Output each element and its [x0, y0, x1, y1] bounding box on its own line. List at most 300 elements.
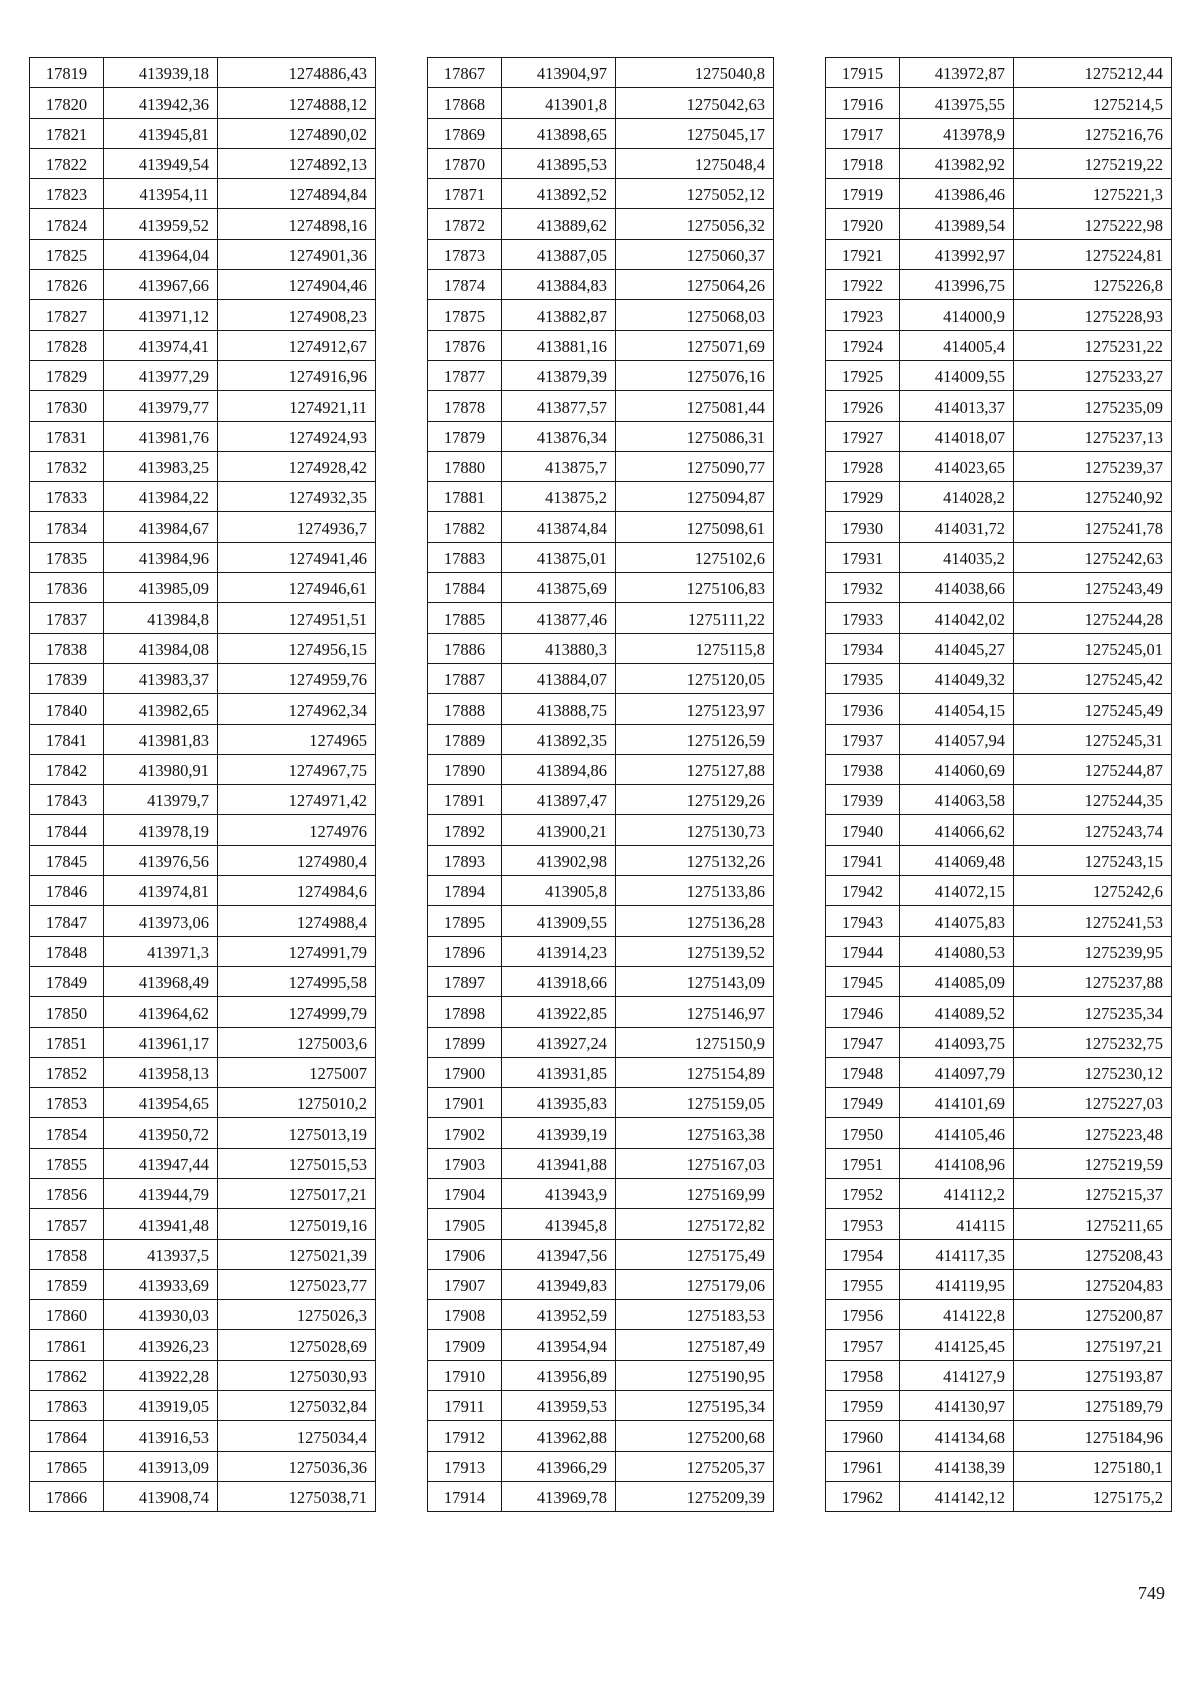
x-coordinate-cell: 413892,52 [502, 179, 616, 209]
coordinate-table-body [826, 58, 1172, 1512]
point-number-cell: 17866 [30, 1481, 104, 1511]
point-number-cell: 17885 [428, 603, 502, 633]
point-number-cell: 17869 [428, 118, 502, 148]
table-row [30, 239, 376, 269]
x-coordinate-cell: 413884,07 [502, 663, 616, 693]
y-coordinate-cell: 1275127,88 [616, 754, 774, 784]
y-coordinate-cell: 1275036,36 [218, 1451, 376, 1481]
point-number-cell: 17929 [826, 482, 900, 512]
x-coordinate-cell: 413947,56 [502, 1239, 616, 1269]
table-row [428, 1209, 774, 1239]
x-coordinate-cell: 413949,83 [502, 1269, 616, 1299]
y-coordinate-cell: 1275227,03 [1014, 1088, 1172, 1118]
point-number-cell: 17915 [826, 58, 900, 88]
point-number-cell: 17888 [428, 694, 502, 724]
y-coordinate-cell: 1275068,03 [616, 300, 774, 330]
point-number-cell: 17962 [826, 1481, 900, 1511]
table-row [30, 1148, 376, 1178]
table-row [30, 1330, 376, 1360]
point-number-cell: 17936 [826, 694, 900, 724]
point-number-cell: 17925 [826, 360, 900, 390]
point-number-cell: 17886 [428, 633, 502, 663]
table-row [428, 966, 774, 996]
table-row [428, 754, 774, 784]
table-row [428, 876, 774, 906]
x-coordinate-cell: 413898,65 [502, 118, 616, 148]
x-coordinate-cell: 414122,8 [900, 1300, 1014, 1330]
point-number-cell: 17946 [826, 997, 900, 1027]
y-coordinate-cell: 1275222,98 [1014, 209, 1172, 239]
y-coordinate-cell: 1275237,13 [1014, 421, 1172, 451]
table-row [826, 997, 1172, 1027]
y-coordinate-cell: 1274892,13 [218, 148, 376, 178]
point-number-cell: 17824 [30, 209, 104, 239]
table-row [428, 1481, 774, 1511]
y-coordinate-cell: 1275111,22 [616, 603, 774, 633]
y-coordinate-cell: 1274980,4 [218, 845, 376, 875]
table-row [30, 300, 376, 330]
point-number-cell: 17840 [30, 694, 104, 724]
point-number-cell: 17891 [428, 785, 502, 815]
x-coordinate-cell: 413882,87 [502, 300, 616, 330]
y-coordinate-cell: 1275130,73 [616, 815, 774, 845]
point-number-cell: 17897 [428, 966, 502, 996]
table-row [428, 542, 774, 572]
x-coordinate-cell: 413908,74 [104, 1481, 218, 1511]
y-coordinate-cell: 1275193,87 [1014, 1360, 1172, 1390]
table-row [826, 785, 1172, 815]
y-coordinate-cell: 1275003,6 [218, 1027, 376, 1057]
point-number-cell: 17937 [826, 724, 900, 754]
x-coordinate-cell: 414042,02 [900, 603, 1014, 633]
table-row [428, 694, 774, 724]
table-row [826, 663, 1172, 693]
table-row [826, 1269, 1172, 1299]
table-row [428, 1088, 774, 1118]
table-row [826, 118, 1172, 148]
y-coordinate-cell: 1274888,12 [218, 88, 376, 118]
coordinate-table-3 [825, 57, 1172, 1512]
y-coordinate-cell: 1275034,4 [218, 1421, 376, 1451]
table-row [428, 1421, 774, 1451]
point-number-cell: 17923 [826, 300, 900, 330]
table-row [30, 785, 376, 815]
point-number-cell: 17872 [428, 209, 502, 239]
point-number-cell: 17875 [428, 300, 502, 330]
x-coordinate-cell: 414101,69 [900, 1088, 1014, 1118]
x-coordinate-cell: 414018,07 [900, 421, 1014, 451]
point-number-cell: 17950 [826, 1118, 900, 1148]
table-row [428, 1057, 774, 1087]
table-row [30, 1178, 376, 1208]
x-coordinate-cell: 414112,2 [900, 1178, 1014, 1208]
x-coordinate-cell: 414138,39 [900, 1451, 1014, 1481]
y-coordinate-cell: 1274936,7 [218, 512, 376, 542]
point-number-cell: 17861 [30, 1330, 104, 1360]
x-coordinate-cell: 414045,27 [900, 633, 1014, 663]
y-coordinate-cell: 1275187,49 [616, 1330, 774, 1360]
point-number-cell: 17945 [826, 966, 900, 996]
table-row [428, 906, 774, 936]
table-row [428, 1300, 774, 1330]
point-number-cell: 17930 [826, 512, 900, 542]
table-row [826, 1027, 1172, 1057]
point-number-cell: 17838 [30, 633, 104, 663]
point-number-cell: 17949 [826, 1088, 900, 1118]
table-row [826, 694, 1172, 724]
x-coordinate-cell: 413945,8 [502, 1209, 616, 1239]
point-number-cell: 17911 [428, 1391, 502, 1421]
x-coordinate-cell: 413875,69 [502, 573, 616, 603]
table-row [428, 1178, 774, 1208]
table-row [428, 88, 774, 118]
point-number-cell: 17864 [30, 1421, 104, 1451]
point-number-cell: 17877 [428, 360, 502, 390]
point-number-cell: 17883 [428, 542, 502, 572]
y-coordinate-cell: 1274967,75 [218, 754, 376, 784]
table-row [30, 330, 376, 360]
y-coordinate-cell: 1275184,96 [1014, 1421, 1172, 1451]
x-coordinate-cell: 413964,62 [104, 997, 218, 1027]
y-coordinate-cell: 1275216,76 [1014, 118, 1172, 148]
y-coordinate-cell: 1275154,89 [616, 1057, 774, 1087]
x-coordinate-cell: 413922,28 [104, 1360, 218, 1390]
x-coordinate-cell: 414105,46 [900, 1118, 1014, 1148]
y-coordinate-cell: 1275010,2 [218, 1088, 376, 1118]
x-coordinate-cell: 413941,48 [104, 1209, 218, 1239]
point-number-cell: 17820 [30, 88, 104, 118]
point-number-cell: 17938 [826, 754, 900, 784]
point-number-cell: 17916 [826, 88, 900, 118]
point-number-cell: 17868 [428, 88, 502, 118]
point-number-cell: 17828 [30, 330, 104, 360]
x-coordinate-cell: 413984,08 [104, 633, 218, 663]
point-number-cell: 17839 [30, 663, 104, 693]
y-coordinate-cell: 1274932,35 [218, 482, 376, 512]
table-row [826, 1239, 1172, 1269]
y-coordinate-cell: 1275017,21 [218, 1178, 376, 1208]
table-row [826, 482, 1172, 512]
table-row [826, 179, 1172, 209]
point-number-cell: 17826 [30, 270, 104, 300]
point-number-cell: 17896 [428, 936, 502, 966]
y-coordinate-cell: 1275076,16 [616, 360, 774, 390]
table-row [30, 179, 376, 209]
x-coordinate-cell: 413950,72 [104, 1118, 218, 1148]
y-coordinate-cell: 1275163,38 [616, 1118, 774, 1148]
y-coordinate-cell: 1275040,8 [616, 58, 774, 88]
table-row [428, 118, 774, 148]
y-coordinate-cell: 1275245,42 [1014, 663, 1172, 693]
y-coordinate-cell: 1275244,28 [1014, 603, 1172, 633]
table-row [30, 1057, 376, 1087]
table-row [428, 633, 774, 663]
y-coordinate-cell: 1274924,93 [218, 421, 376, 451]
table-row [30, 391, 376, 421]
x-coordinate-cell: 413971,12 [104, 300, 218, 330]
x-coordinate-cell: 413875,7 [502, 451, 616, 481]
coordinate-table-body [428, 58, 774, 1512]
point-number-cell: 17849 [30, 966, 104, 996]
y-coordinate-cell: 1274959,76 [218, 663, 376, 693]
point-number-cell: 17961 [826, 1451, 900, 1481]
point-number-cell: 17858 [30, 1239, 104, 1269]
y-coordinate-cell: 1274916,96 [218, 360, 376, 390]
point-number-cell: 17844 [30, 815, 104, 845]
y-coordinate-cell: 1275094,87 [616, 482, 774, 512]
point-number-cell: 17881 [428, 482, 502, 512]
point-number-cell: 17832 [30, 451, 104, 481]
point-number-cell: 17857 [30, 1209, 104, 1239]
point-number-cell: 17905 [428, 1209, 502, 1239]
x-coordinate-cell: 413978,9 [900, 118, 1014, 148]
point-number-cell: 17935 [826, 663, 900, 693]
table-row [826, 360, 1172, 390]
table-row [826, 936, 1172, 966]
y-coordinate-cell: 1275221,3 [1014, 179, 1172, 209]
y-coordinate-cell: 1275240,92 [1014, 482, 1172, 512]
point-number-cell: 17957 [826, 1330, 900, 1360]
y-coordinate-cell: 1275045,17 [616, 118, 774, 148]
y-coordinate-cell: 1274928,42 [218, 451, 376, 481]
y-coordinate-cell: 1275183,53 [616, 1300, 774, 1330]
y-coordinate-cell: 1275212,44 [1014, 58, 1172, 88]
table-row [826, 1148, 1172, 1178]
point-number-cell: 17903 [428, 1148, 502, 1178]
table-row [428, 391, 774, 421]
point-number-cell: 17855 [30, 1148, 104, 1178]
y-coordinate-cell: 1275215,37 [1014, 1178, 1172, 1208]
y-coordinate-cell: 1274956,15 [218, 633, 376, 663]
x-coordinate-cell: 413977,29 [104, 360, 218, 390]
y-coordinate-cell: 1275071,69 [616, 330, 774, 360]
table-row [428, 997, 774, 1027]
x-coordinate-cell: 413983,37 [104, 663, 218, 693]
y-coordinate-cell: 1275129,26 [616, 785, 774, 815]
x-coordinate-cell: 414097,79 [900, 1057, 1014, 1087]
point-number-cell: 17939 [826, 785, 900, 815]
x-coordinate-cell: 413895,53 [502, 148, 616, 178]
y-coordinate-cell: 1275086,31 [616, 421, 774, 451]
table-row [30, 997, 376, 1027]
point-number-cell: 17870 [428, 148, 502, 178]
table-row [30, 1118, 376, 1148]
y-coordinate-cell: 1275133,86 [616, 876, 774, 906]
table-row [428, 270, 774, 300]
x-coordinate-cell: 413974,81 [104, 876, 218, 906]
table-row [30, 876, 376, 906]
x-coordinate-cell: 414072,15 [900, 876, 1014, 906]
y-coordinate-cell: 1275226,8 [1014, 270, 1172, 300]
point-number-cell: 17876 [428, 330, 502, 360]
point-number-cell: 17924 [826, 330, 900, 360]
y-coordinate-cell: 1275195,34 [616, 1391, 774, 1421]
point-number-cell: 17831 [30, 421, 104, 451]
y-coordinate-cell: 1275120,05 [616, 663, 774, 693]
x-coordinate-cell: 414063,58 [900, 785, 1014, 815]
table-row [428, 936, 774, 966]
y-coordinate-cell: 1275242,6 [1014, 876, 1172, 906]
point-number-cell: 17899 [428, 1027, 502, 1057]
y-coordinate-cell: 1275209,39 [616, 1481, 774, 1511]
coordinate-table-body [30, 58, 376, 1512]
y-coordinate-cell: 1274995,58 [218, 966, 376, 996]
y-coordinate-cell: 1275106,83 [616, 573, 774, 603]
y-coordinate-cell: 1274904,46 [218, 270, 376, 300]
y-coordinate-cell: 1274890,02 [218, 118, 376, 148]
y-coordinate-cell: 1274894,84 [218, 179, 376, 209]
table-row [428, 724, 774, 754]
table-row [30, 1300, 376, 1330]
point-number-cell: 17951 [826, 1148, 900, 1178]
y-coordinate-cell: 1275028,69 [218, 1330, 376, 1360]
point-number-cell: 17821 [30, 118, 104, 148]
x-coordinate-cell: 413877,46 [502, 603, 616, 633]
x-coordinate-cell: 413944,79 [104, 1178, 218, 1208]
table-row [428, 1239, 774, 1269]
x-coordinate-cell: 413996,75 [900, 270, 1014, 300]
table-row [428, 300, 774, 330]
point-number-cell: 17912 [428, 1421, 502, 1451]
y-coordinate-cell: 1275190,95 [616, 1360, 774, 1390]
x-coordinate-cell: 414089,52 [900, 997, 1014, 1027]
y-coordinate-cell: 1275204,83 [1014, 1269, 1172, 1299]
point-number-cell: 17927 [826, 421, 900, 451]
x-coordinate-cell: 413979,7 [104, 785, 218, 815]
y-coordinate-cell: 1275172,82 [616, 1209, 774, 1239]
point-number-cell: 17822 [30, 148, 104, 178]
x-coordinate-cell: 413889,62 [502, 209, 616, 239]
table-row [428, 148, 774, 178]
y-coordinate-cell: 1274988,4 [218, 906, 376, 936]
table-row [428, 209, 774, 239]
x-coordinate-cell: 413913,09 [104, 1451, 218, 1481]
y-coordinate-cell: 1274921,11 [218, 391, 376, 421]
y-coordinate-cell: 1275007 [218, 1057, 376, 1087]
point-number-cell: 17836 [30, 573, 104, 603]
table-row [826, 1057, 1172, 1087]
x-coordinate-cell: 413992,97 [900, 239, 1014, 269]
x-coordinate-cell: 413939,18 [104, 58, 218, 88]
table-row [30, 88, 376, 118]
x-coordinate-cell: 414069,48 [900, 845, 1014, 875]
table-row [428, 330, 774, 360]
table-row [428, 1391, 774, 1421]
point-number-cell: 17843 [30, 785, 104, 815]
point-number-cell: 17934 [826, 633, 900, 663]
table-row [30, 1088, 376, 1118]
x-coordinate-cell: 413931,85 [502, 1057, 616, 1087]
y-coordinate-cell: 1275241,78 [1014, 512, 1172, 542]
y-coordinate-cell: 1275219,59 [1014, 1148, 1172, 1178]
y-coordinate-cell: 1275136,28 [616, 906, 774, 936]
x-coordinate-cell: 413974,41 [104, 330, 218, 360]
y-coordinate-cell: 1275115,8 [616, 633, 774, 663]
point-number-cell: 17892 [428, 815, 502, 845]
table-row [30, 209, 376, 239]
y-coordinate-cell: 1275239,95 [1014, 936, 1172, 966]
table-row [428, 360, 774, 390]
y-coordinate-cell: 1275052,12 [616, 179, 774, 209]
table-row [826, 1088, 1172, 1118]
x-coordinate-cell: 413894,86 [502, 754, 616, 784]
x-coordinate-cell: 414005,4 [900, 330, 1014, 360]
x-coordinate-cell: 413983,25 [104, 451, 218, 481]
x-coordinate-cell: 413967,66 [104, 270, 218, 300]
x-coordinate-cell: 413958,13 [104, 1057, 218, 1087]
table-row [428, 1118, 774, 1148]
table-row [30, 1391, 376, 1421]
y-coordinate-cell: 1275167,03 [616, 1148, 774, 1178]
x-coordinate-cell: 414031,72 [900, 512, 1014, 542]
x-coordinate-cell: 414060,69 [900, 754, 1014, 784]
y-coordinate-cell: 1275126,59 [616, 724, 774, 754]
point-number-cell: 17943 [826, 906, 900, 936]
x-coordinate-cell: 413972,87 [900, 58, 1014, 88]
y-coordinate-cell: 1275231,22 [1014, 330, 1172, 360]
x-coordinate-cell: 413933,69 [104, 1269, 218, 1299]
point-number-cell: 17919 [826, 179, 900, 209]
x-coordinate-cell: 413961,17 [104, 1027, 218, 1057]
point-number-cell: 17830 [30, 391, 104, 421]
x-coordinate-cell: 414013,37 [900, 391, 1014, 421]
y-coordinate-cell: 1275208,43 [1014, 1239, 1172, 1269]
y-coordinate-cell: 1275230,12 [1014, 1057, 1172, 1087]
x-coordinate-cell: 413984,67 [104, 512, 218, 542]
y-coordinate-cell: 1275245,01 [1014, 633, 1172, 663]
x-coordinate-cell: 413954,11 [104, 179, 218, 209]
point-number-cell: 17851 [30, 1027, 104, 1057]
point-number-cell: 17909 [428, 1330, 502, 1360]
y-coordinate-cell: 1275021,39 [218, 1239, 376, 1269]
point-number-cell: 17942 [826, 876, 900, 906]
y-coordinate-cell: 1275064,26 [616, 270, 774, 300]
y-coordinate-cell: 1275175,2 [1014, 1481, 1172, 1511]
x-coordinate-cell: 413879,39 [502, 360, 616, 390]
point-number-cell: 17829 [30, 360, 104, 390]
point-number-cell: 17954 [826, 1239, 900, 1269]
x-coordinate-cell: 413959,53 [502, 1391, 616, 1421]
table-row [826, 876, 1172, 906]
point-number-cell: 17889 [428, 724, 502, 754]
point-number-cell: 17900 [428, 1057, 502, 1087]
x-coordinate-cell: 413964,04 [104, 239, 218, 269]
table-row [30, 421, 376, 451]
point-number-cell: 17842 [30, 754, 104, 784]
table-row [30, 966, 376, 996]
table-row [826, 542, 1172, 572]
x-coordinate-cell: 414130,97 [900, 1391, 1014, 1421]
x-coordinate-cell: 413901,8 [502, 88, 616, 118]
y-coordinate-cell: 1275232,75 [1014, 1027, 1172, 1057]
table-row [826, 270, 1172, 300]
table-row [428, 421, 774, 451]
point-number-cell: 17901 [428, 1088, 502, 1118]
x-coordinate-cell: 414117,35 [900, 1239, 1014, 1269]
x-coordinate-cell: 413937,5 [104, 1239, 218, 1269]
point-number-cell: 17918 [826, 148, 900, 178]
x-coordinate-cell: 413980,91 [104, 754, 218, 784]
y-coordinate-cell: 1275180,1 [1014, 1451, 1172, 1481]
x-coordinate-cell: 413945,81 [104, 118, 218, 148]
point-number-cell: 17960 [826, 1421, 900, 1451]
y-coordinate-cell: 1275090,77 [616, 451, 774, 481]
point-number-cell: 17834 [30, 512, 104, 542]
x-coordinate-cell: 413888,75 [502, 694, 616, 724]
point-number-cell: 17819 [30, 58, 104, 88]
x-coordinate-cell: 414108,96 [900, 1148, 1014, 1178]
y-coordinate-cell: 1275159,05 [616, 1088, 774, 1118]
